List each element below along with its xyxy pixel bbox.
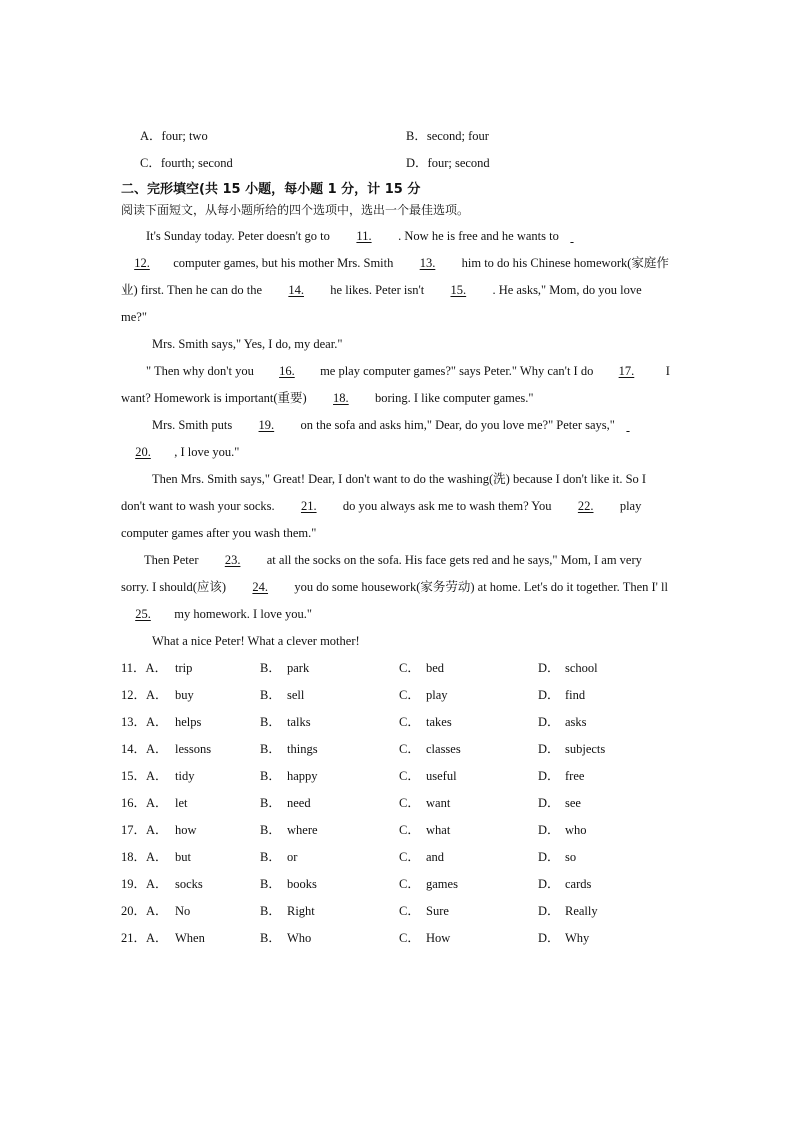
passage-text: on the sofa and asks him," Dear, do you love me?" Peter says," bbox=[300, 418, 615, 432]
option-letter-d: D． bbox=[538, 796, 560, 810]
blank-19: 19. bbox=[258, 418, 275, 432]
option-letter-c: C． bbox=[399, 931, 420, 945]
option-d: Why bbox=[565, 931, 590, 945]
passage-text: you do some housework(家务劳动) at home. Let's do it together. Then I' ll bbox=[294, 580, 669, 594]
option-letter-c: C． bbox=[399, 688, 420, 702]
option-d: so bbox=[565, 850, 577, 864]
option-d: asks bbox=[565, 715, 587, 729]
question-number: 21．A． bbox=[121, 931, 168, 945]
option-c: what bbox=[426, 823, 451, 837]
option-letter-b: B． bbox=[260, 769, 281, 783]
passage-line-9 bbox=[121, 444, 239, 460]
blank-line bbox=[562, 228, 582, 244]
blank-line bbox=[618, 417, 638, 433]
option-c: and bbox=[426, 850, 445, 864]
option-a: but bbox=[175, 850, 191, 864]
option-b: need bbox=[287, 796, 311, 810]
question-number: 13．A． bbox=[121, 715, 168, 729]
option-b: things bbox=[287, 742, 318, 756]
passage-text: sorry. I should(应该) bbox=[121, 580, 227, 594]
question-number: 16．A． bbox=[121, 796, 168, 810]
option-d: cards bbox=[565, 877, 592, 891]
option-letter-d: D． bbox=[538, 850, 560, 864]
option-b: park bbox=[287, 661, 310, 675]
question-number: 18．A． bbox=[121, 850, 168, 864]
passage-text: . He asks," Mom, do you love bbox=[492, 283, 642, 297]
question-number: 20．A． bbox=[121, 904, 168, 918]
option-a: socks bbox=[175, 877, 203, 891]
blank-15: 15. bbox=[450, 283, 467, 297]
option-d: subjects bbox=[565, 742, 606, 756]
passage-text: computer games, but his mother Mrs. Smith bbox=[173, 256, 394, 270]
blank-20: 20. bbox=[135, 445, 151, 459]
prev-option-d: D．four; second bbox=[406, 156, 490, 170]
option-letter-b: B． bbox=[260, 661, 281, 675]
option-letter-d: D． bbox=[538, 688, 560, 702]
passage-line-1 bbox=[146, 228, 582, 244]
passage-text: 业) first. Then he can do the bbox=[121, 283, 263, 297]
option-a: let bbox=[175, 796, 188, 810]
option-letter-d: D． bbox=[538, 877, 560, 891]
prev-option-c: C．fourth; second bbox=[140, 156, 233, 170]
passage-text: " Then why don't you bbox=[146, 364, 254, 378]
option-b: Who bbox=[287, 931, 312, 945]
option-c: want bbox=[426, 796, 451, 810]
option-letter-d: D． bbox=[538, 769, 560, 783]
option-letter-c: C． bbox=[399, 661, 420, 675]
option-c: How bbox=[426, 931, 451, 945]
passage-text: at all the socks on the sofa. His face gets red and he says," Mom, I am very bbox=[266, 553, 642, 567]
passage-line-8 bbox=[152, 417, 638, 433]
option-letter-c: C． bbox=[399, 796, 420, 810]
option-letter-b: B． bbox=[260, 877, 281, 891]
option-c: play bbox=[426, 688, 448, 702]
passage-text: I bbox=[665, 364, 670, 378]
section-title: 二、完形填空(共 15 小题，每小题 1 分，计 15 分 bbox=[121, 182, 421, 197]
option-letter-d: D． bbox=[538, 742, 560, 756]
prev-option-b: B．second; four bbox=[406, 129, 489, 143]
option-letter-c: C． bbox=[399, 877, 420, 891]
passage-line-15 bbox=[121, 606, 312, 622]
option-b: happy bbox=[287, 769, 318, 783]
option-letter-b: B． bbox=[260, 688, 281, 702]
question-number: 15．A． bbox=[121, 769, 168, 783]
blank-21: 21. bbox=[300, 499, 317, 513]
option-d: school bbox=[565, 661, 598, 675]
passage-text: . Now he is free and he wants to bbox=[398, 229, 559, 243]
blank-22: 22. bbox=[577, 499, 594, 513]
option-b: where bbox=[287, 823, 318, 837]
passage-text: play bbox=[619, 499, 642, 513]
section-instruction: 阅读下面短文，从每小题所给的四个选项中，选出一个最佳选项。 bbox=[121, 203, 470, 217]
option-a: When bbox=[175, 931, 205, 945]
option-a: buy bbox=[175, 688, 194, 702]
option-a: lessons bbox=[175, 742, 212, 756]
passage-text: him to do his Chinese homework(家庭作 bbox=[461, 256, 669, 270]
question-number: 17．A． bbox=[121, 823, 168, 837]
passage-line-3 bbox=[121, 282, 642, 298]
option-letter-c: C． bbox=[399, 823, 420, 837]
blank-23: 23. bbox=[224, 553, 241, 567]
question-number: 11．A． bbox=[121, 661, 168, 675]
option-c: takes bbox=[426, 715, 452, 729]
passage-text: , I love you." bbox=[174, 445, 240, 459]
question-number: 14．A． bbox=[121, 742, 168, 756]
option-letter-c: C． bbox=[399, 769, 420, 783]
passage-line-14 bbox=[121, 579, 668, 595]
option-letter-d: D． bbox=[538, 715, 560, 729]
passage-line-10: Then Mrs. Smith says," Great! Dear, I don't want to do the washing(洗) because I don't like it. So I bbox=[152, 472, 647, 486]
option-c: bed bbox=[426, 661, 445, 675]
passage-line-7 bbox=[121, 390, 534, 406]
passage-text: do you always ask me to wash them? You bbox=[342, 499, 552, 513]
option-d: Really bbox=[565, 904, 598, 918]
passage-text: my homework. I love you." bbox=[174, 607, 312, 621]
option-c: classes bbox=[426, 742, 461, 756]
passage-line-5: Mrs. Smith says," Yes, I do, my dear." bbox=[152, 337, 343, 351]
option-letter-d: D． bbox=[538, 661, 560, 675]
option-b: Right bbox=[287, 904, 315, 918]
passage-text: don't want to wash your socks. bbox=[121, 499, 275, 513]
passage-text: he likes. Peter isn't bbox=[330, 283, 425, 297]
option-d: see bbox=[565, 796, 581, 810]
question-number: 19．A． bbox=[121, 877, 168, 891]
prev-option-a: A．four; two bbox=[140, 129, 208, 143]
option-c: useful bbox=[426, 769, 457, 783]
passage-line-13 bbox=[144, 552, 642, 568]
option-a: helps bbox=[175, 715, 202, 729]
blank-12: 12. bbox=[134, 256, 150, 270]
option-letter-c: C． bbox=[399, 742, 420, 756]
passage-text: It's Sunday today. Peter doesn't go to bbox=[146, 229, 330, 243]
option-d: free bbox=[565, 769, 585, 783]
blank-24: 24. bbox=[252, 580, 269, 594]
passage-line-11 bbox=[121, 498, 641, 514]
option-a: tidy bbox=[175, 769, 195, 783]
option-d: find bbox=[565, 688, 586, 702]
passage-text: Mrs. Smith puts bbox=[152, 418, 233, 432]
option-letter-b: B． bbox=[260, 904, 281, 918]
option-c: Sure bbox=[426, 904, 449, 918]
passage-line-16: What a nice Peter! What a clever mother! bbox=[152, 634, 360, 648]
option-b: sell bbox=[287, 688, 305, 702]
option-letter-c: C． bbox=[399, 850, 420, 864]
option-letter-b: B． bbox=[260, 715, 281, 729]
passage-text: want? Homework is important(重要) bbox=[121, 391, 307, 405]
blank-11: 11. bbox=[356, 229, 372, 243]
option-letter-b: B． bbox=[260, 850, 281, 864]
blank-13: 13. bbox=[419, 256, 436, 270]
option-d: who bbox=[565, 823, 587, 837]
passage-line-2 bbox=[121, 255, 669, 271]
option-a: trip bbox=[175, 661, 193, 675]
passage-line-4: me?" bbox=[121, 310, 147, 324]
option-letter-b: B． bbox=[260, 796, 281, 810]
option-letter-c: C． bbox=[399, 715, 420, 729]
option-b: talks bbox=[287, 715, 311, 729]
option-letter-b: B． bbox=[260, 742, 281, 756]
passage-text: Then Peter bbox=[144, 553, 199, 567]
option-letter-d: D． bbox=[538, 823, 560, 837]
option-letter-b: B． bbox=[260, 931, 281, 945]
passage-line-12: computer games after you wash them." bbox=[121, 526, 317, 540]
blank-16: 16. bbox=[279, 364, 295, 378]
option-b: books bbox=[287, 877, 317, 891]
option-letter-d: D． bbox=[538, 904, 560, 918]
passage-text: me play computer games?" says Peter." Why can't I do bbox=[320, 364, 594, 378]
option-c: games bbox=[426, 877, 458, 891]
blank-25: 25. bbox=[135, 607, 151, 621]
option-a: how bbox=[175, 823, 197, 837]
option-letter-c: C． bbox=[399, 904, 420, 918]
question-number: 12．A． bbox=[121, 688, 168, 702]
passage-line-6 bbox=[146, 363, 670, 379]
passage-text: boring. I like computer games." bbox=[374, 391, 534, 405]
blank-17: 17. bbox=[618, 364, 635, 378]
option-b: or bbox=[287, 850, 298, 864]
option-letter-d: D． bbox=[538, 931, 560, 945]
option-a: No bbox=[175, 904, 191, 918]
blank-18: 18. bbox=[333, 391, 349, 405]
option-letter-b: B． bbox=[260, 823, 281, 837]
blank-14: 14. bbox=[288, 283, 304, 297]
